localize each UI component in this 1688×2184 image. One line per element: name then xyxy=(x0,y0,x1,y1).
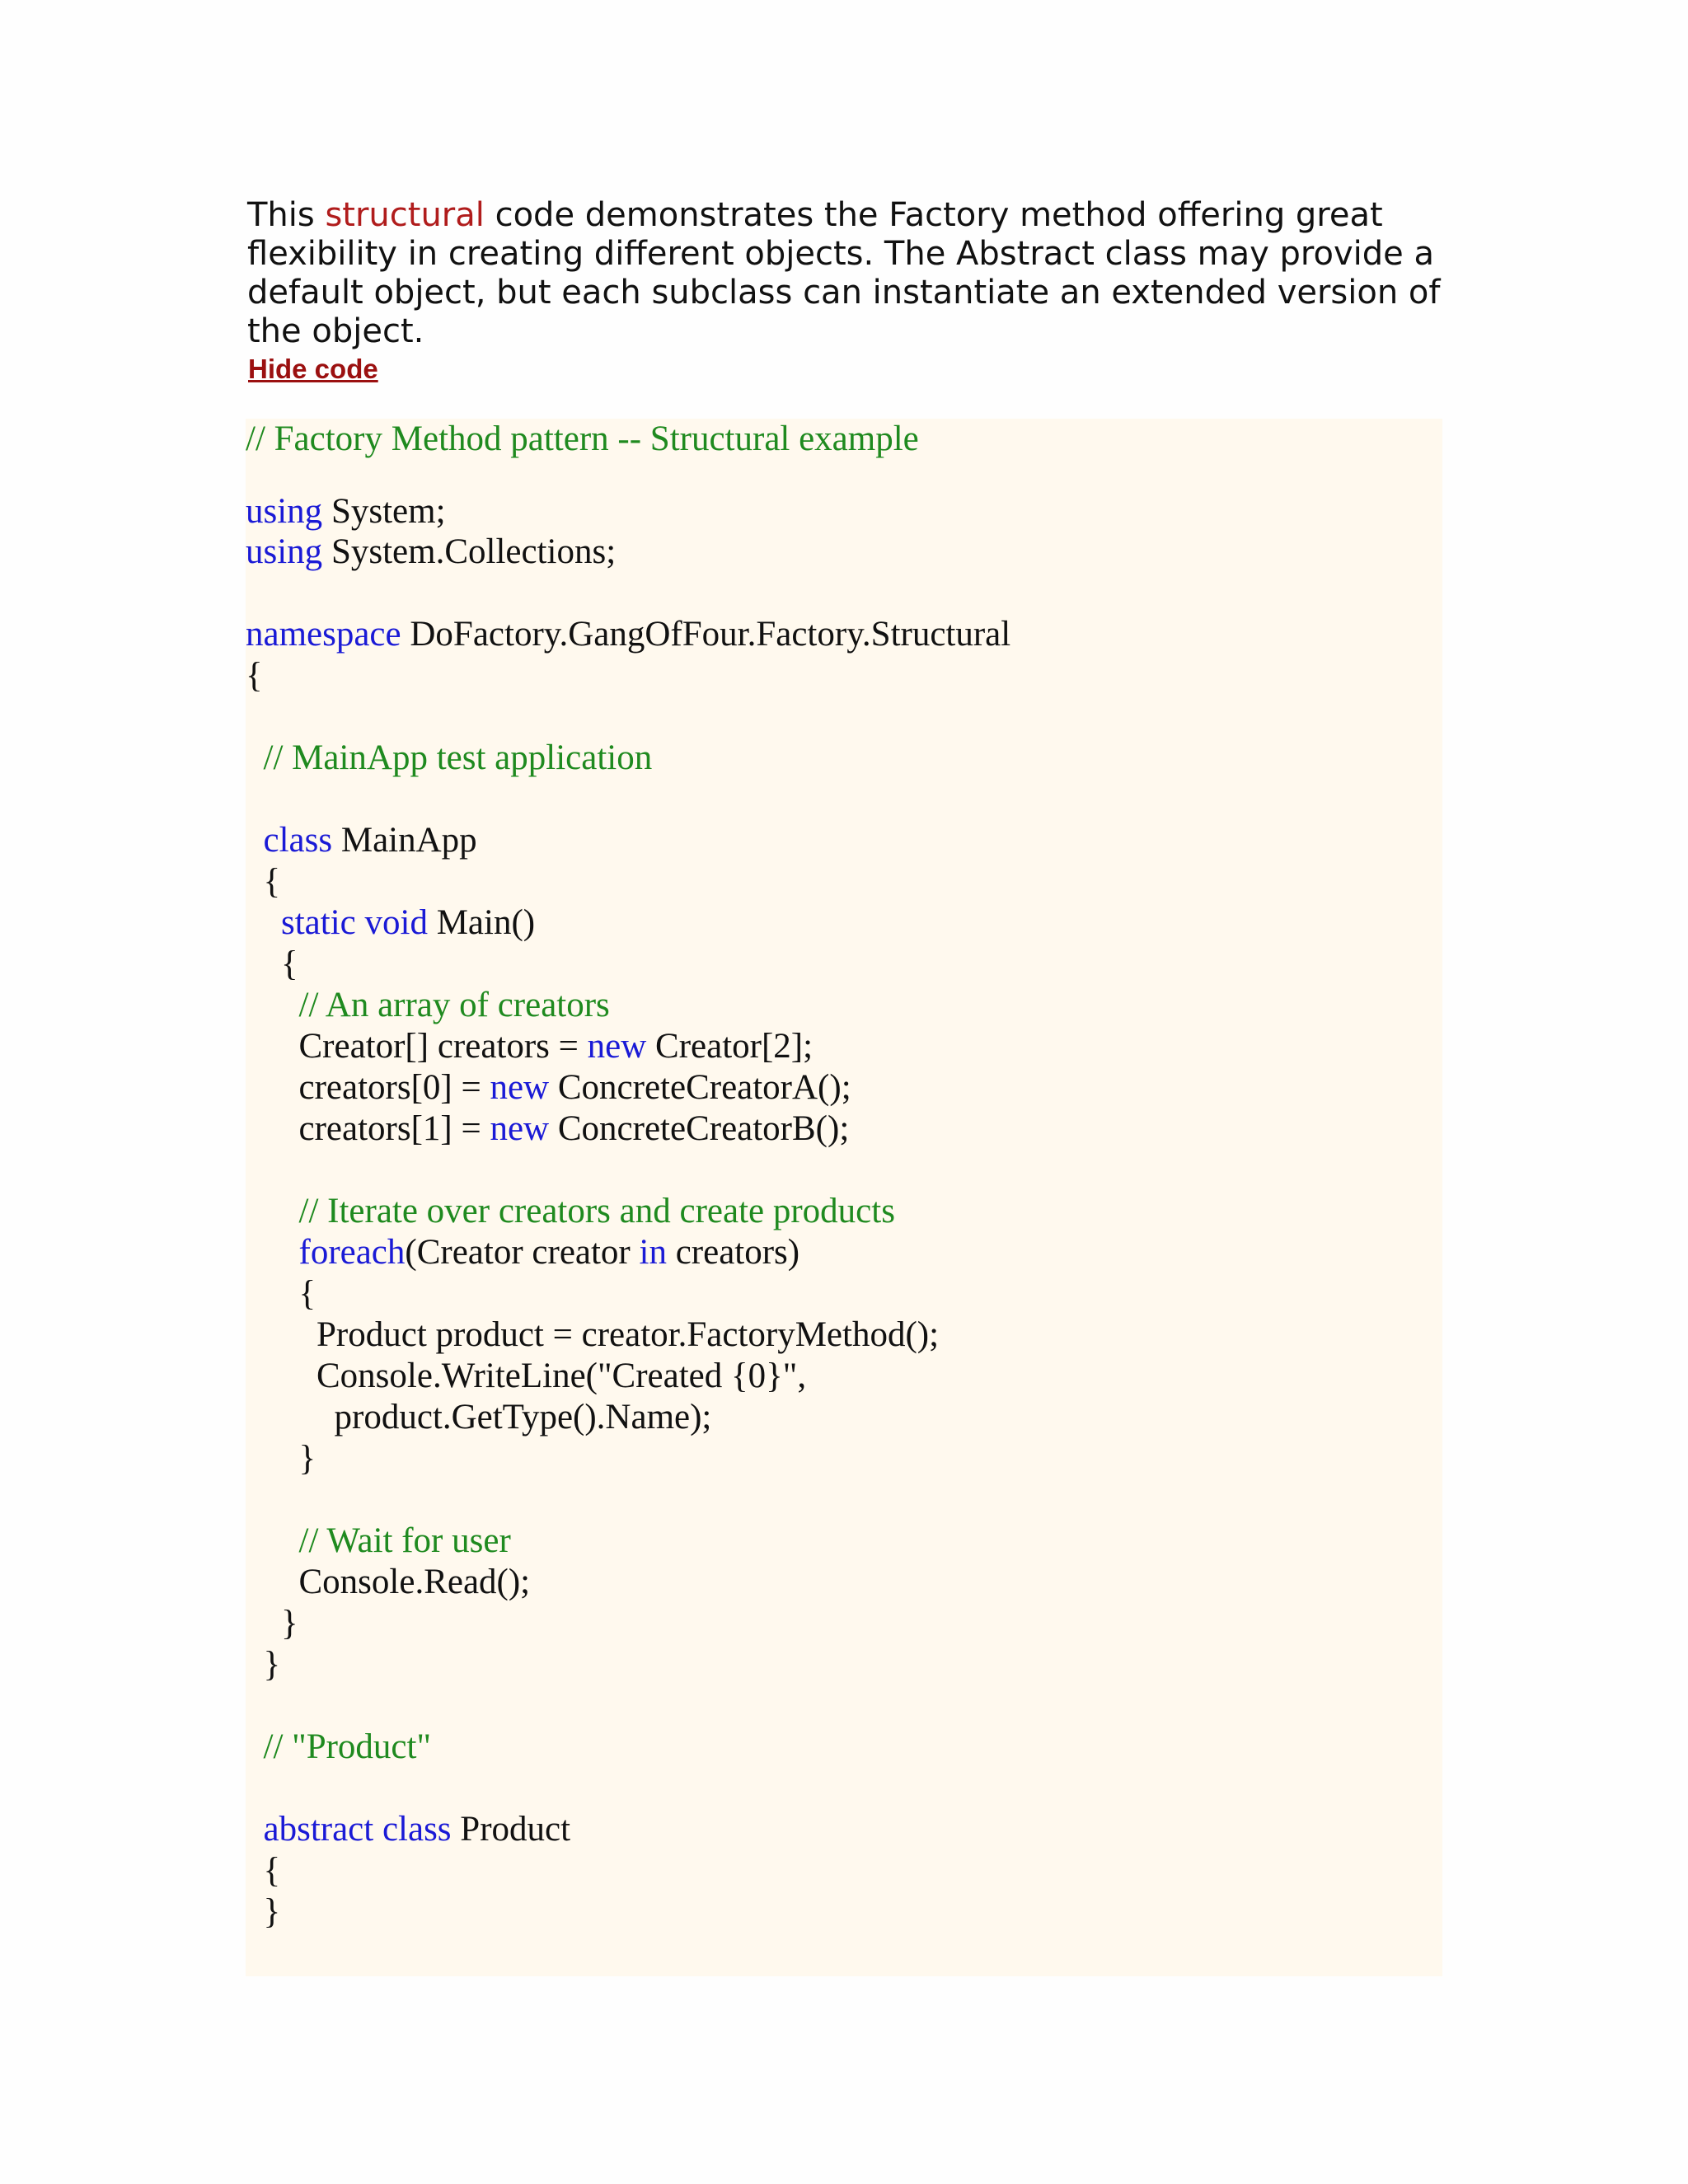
intro-text-start: This xyxy=(247,196,326,234)
code-token-plain: ConcreteCreatorB(); xyxy=(549,1109,850,1148)
code-line xyxy=(246,944,298,985)
code-line xyxy=(246,1273,316,1315)
code-line xyxy=(246,532,616,573)
code-line xyxy=(246,1727,431,1768)
code-token-comment: // Factory Method pattern -- Structural example xyxy=(246,419,919,458)
code-token-plain: } xyxy=(246,1439,316,1478)
code-token-keyword: using xyxy=(246,492,323,531)
code-token-keyword: static void xyxy=(281,903,428,942)
code-line xyxy=(246,1191,895,1232)
code-token-plain: MainApp xyxy=(332,821,477,860)
code-line xyxy=(246,614,1010,655)
code-token-keyword: new xyxy=(490,1109,550,1148)
code-line xyxy=(246,491,446,532)
code-token-comment: // MainApp test application xyxy=(246,738,653,777)
code-line xyxy=(246,738,652,779)
code-token-keyword: in xyxy=(639,1233,667,1272)
code-token-plain: Main() xyxy=(427,903,536,942)
code-token-plain: ConcreteCreatorA(); xyxy=(549,1068,851,1107)
code-token-plain: { xyxy=(246,862,281,901)
code-line xyxy=(246,1891,280,1933)
code-token-plain: { xyxy=(246,944,298,983)
code-token-keyword: new xyxy=(587,1027,647,1066)
code-token-plain: Creator[2]; xyxy=(646,1027,814,1066)
code-token-plain: creators) xyxy=(666,1233,800,1272)
code-token-plain: Creator[] creators = xyxy=(246,1027,588,1066)
code-token-plain: System; xyxy=(322,492,446,531)
code-token-plain: { xyxy=(246,1274,316,1313)
intro-text-rest: code demonstrates the Factory method offering great flexibility in creating different objects. The Abstract class may provide a default object, but each subclass can instantiate an extended version of the object. xyxy=(247,196,1441,350)
code-line xyxy=(246,419,919,460)
code-line xyxy=(246,1644,280,1685)
code-token-keyword: abstract class xyxy=(263,1810,452,1849)
hide-code-link[interactable]: Hide code xyxy=(248,354,378,384)
code-line xyxy=(246,985,610,1026)
code-line xyxy=(246,820,477,861)
code-token-plain: product.GetType().Name); xyxy=(246,1398,712,1436)
code-token-plain: { xyxy=(246,656,263,695)
code-token-plain xyxy=(246,821,264,860)
code-token-plain: Product xyxy=(451,1810,571,1849)
code-line xyxy=(246,1108,849,1150)
intro-highlight-word: structural xyxy=(325,196,485,234)
code-token-keyword: foreach xyxy=(298,1233,406,1272)
code-line xyxy=(246,1026,813,1067)
code-token-plain: creators[0] = xyxy=(246,1068,490,1107)
code-token-plain: { xyxy=(246,1851,281,1890)
code-token-plain: creators[1] = xyxy=(246,1109,490,1148)
code-token-comment: // Wait for user xyxy=(246,1521,511,1560)
intro-paragraph xyxy=(247,196,1451,351)
code-token-keyword: namespace xyxy=(246,615,401,654)
code-line xyxy=(246,1315,939,1356)
code-token-plain: Console.Read(); xyxy=(246,1563,531,1601)
code-line xyxy=(246,1521,511,1562)
code-token-plain: } xyxy=(246,1604,298,1643)
code-token-comment: // "Product" xyxy=(246,1727,432,1766)
code-line xyxy=(246,1356,806,1397)
code-token-plain: Product product = creator.FactoryMethod(); xyxy=(246,1315,940,1354)
code-token-keyword: class xyxy=(263,821,333,860)
code-token-plain: System.Collections; xyxy=(322,532,617,571)
code-token-plain xyxy=(246,903,281,942)
code-token-keyword: using xyxy=(246,532,323,571)
code-line xyxy=(246,1562,530,1603)
code-line xyxy=(246,1809,570,1850)
code-line xyxy=(246,861,280,902)
code-line xyxy=(246,1397,711,1438)
code-token-plain xyxy=(246,1233,299,1272)
code-token-comment: // An array of creators xyxy=(246,986,610,1024)
code-token-plain: Console.WriteLine("Created {0}", xyxy=(246,1357,807,1395)
code-line xyxy=(246,902,535,944)
code-line xyxy=(246,1067,851,1108)
code-token-plain: } xyxy=(246,1892,281,1931)
code-line xyxy=(246,1438,316,1479)
code-token-plain: DoFactory.GangOfFour.Factory.Structural xyxy=(401,615,1011,654)
code-line xyxy=(246,655,263,696)
code-token-plain xyxy=(246,1810,264,1849)
code-token-comment: // Iterate over creators and create products xyxy=(246,1192,895,1230)
code-line xyxy=(246,1232,799,1273)
code-line xyxy=(246,1603,298,1644)
code-token-keyword: new xyxy=(490,1068,550,1107)
code-line xyxy=(246,1850,280,1891)
code-token-plain: } xyxy=(246,1645,281,1684)
code-token-plain: (Creator creator xyxy=(405,1233,640,1272)
